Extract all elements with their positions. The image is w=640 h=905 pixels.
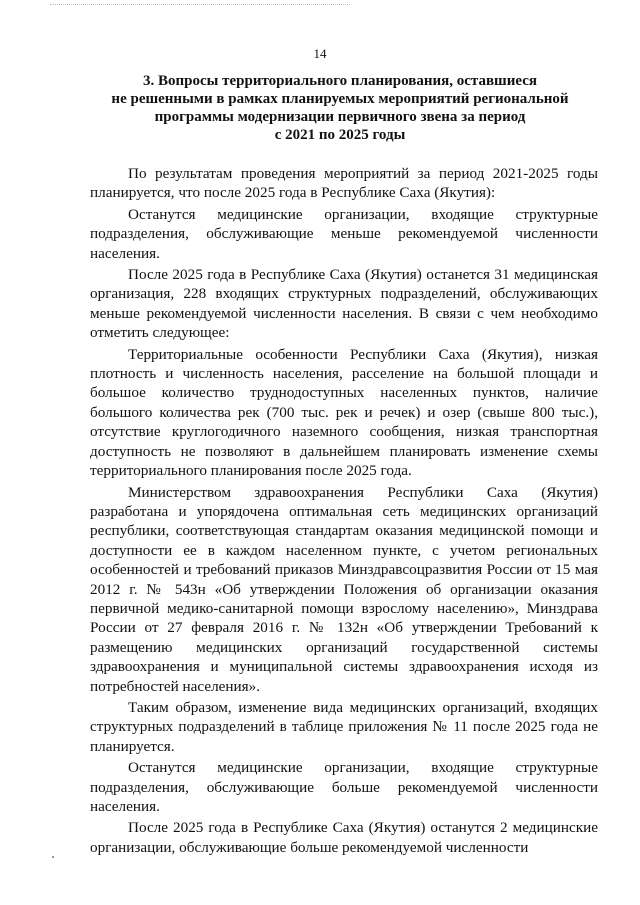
heading-line: 3. Вопросы территориального планирования, оставшиеся (143, 73, 537, 89)
heading-line: не решенными в рамках планируемых мероприятий региональной (111, 91, 569, 107)
heading-line: программы модернизации первичного звена за период (154, 109, 526, 125)
document-body (90, 164, 598, 857)
paragraph: После 2025 года в Республике Саха (Якутия) останется 31 медицинская организация, 228 входящих структурных подразделений, обслуживающих меньше рекомендуемой численности населения. В связи с чем необходимо отметить следующее: (90, 266, 598, 342)
heading-line: с 2021 по 2025 годы (274, 127, 406, 143)
paragraph: По результатам проведения мероприятий за период 2021-2025 годы планируется, что после 2025 года в Республике Саха (Якутия): (90, 165, 598, 202)
paragraph: Таким образом, изменение вида медицинских организаций, входящих структурных подразделений в таблице приложения № 11 после 2025 года не планируется. (90, 698, 598, 755)
page-number: 14 (313, 46, 327, 61)
paragraph: Территориальные особенности Республики Саха (Якутия), низкая плотность и численность населения, расселение на большой площади и большое количество труднодоступных населенных пунктов, наличие большого количества рек (700 тыс. рек и речек) и озер (свыше 800 тыс.), отсутствие круглогодичного наземного сообщения, низкая транспортная доступность не позволяют в дальнейшем планировать изменение схемы территориального планирования после 2025 года. (90, 345, 598, 480)
paragraph: Останутся медицинские организации, входящие структурные подразделения, обслуживающие меньше рекомендуемой численности населения. (90, 205, 598, 262)
scan-speck (52, 856, 54, 858)
paragraph: После 2025 года в Республике Саха (Якутия) останутся 2 медицинские организации, обслуживающие больше рекомендуемой численности (90, 819, 598, 856)
scan-artifact (50, 4, 350, 8)
section-heading (100, 72, 580, 144)
paragraph: Министерством здравоохранения Республики Саха (Якутия) разработана и упорядочена оптимальная сеть медицинских организаций республики, соответствующая стандартам оказания медицинской помощи и доступности ее в каждом населенном пункте, с учетом региональных особенностей и требований приказов Минздравсоцразвития России от 15 мая 2012 г. № 543н «Об утверждении Положения об организации оказания первичной медико-санитарной помощи взрослому населению», Минздрава России от 27 февраля 2016 г. № 132н «Об утверждении Требований к размещению медицинских организаций государственной системы здравоохранения и муниципальной системы здравоохранения исходя из потребностей населения». (90, 483, 598, 695)
paragraph: Останутся медицинские организации, входящие структурные подразделения, обслуживающие больше рекомендуемой численности населения. (90, 759, 598, 815)
